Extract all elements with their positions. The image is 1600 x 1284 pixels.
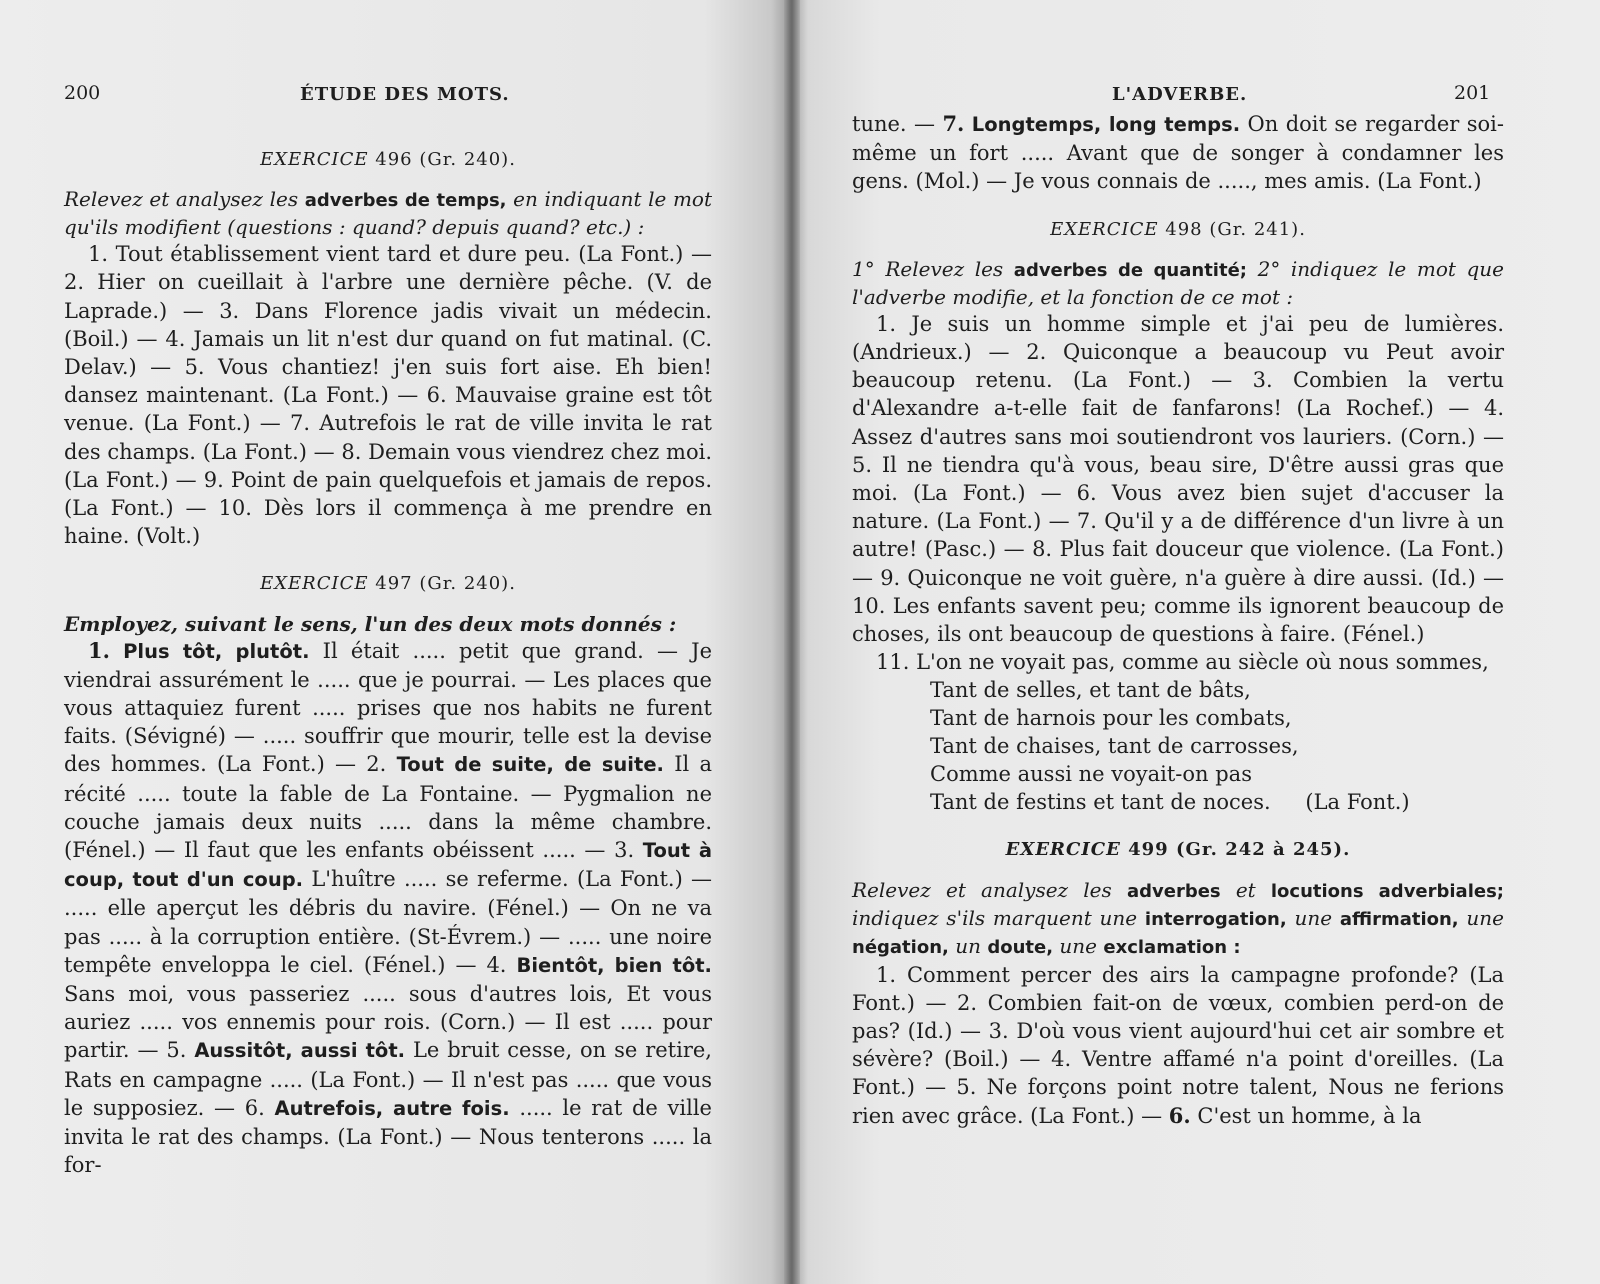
instr-keyword: adverbes de quantité; — [1013, 259, 1247, 281]
running-head: ÉTUDE DES MOTS. — [300, 84, 510, 105]
exercise-number: 498 — [1165, 218, 1203, 240]
instr-keyword: adverbes de temps, — [304, 190, 507, 212]
item-keyword: Tout à coup, tout d'un coup. — [64, 839, 712, 892]
instr-text: Relevez et analysez les — [64, 187, 299, 212]
verse-line: Tant de harnois pour les combats, — [930, 706, 1292, 731]
item-number: 2. — [366, 752, 387, 777]
exercise-instructions — [64, 186, 712, 240]
instr-keyword: doute, — [987, 936, 1054, 958]
item-number: 5. — [166, 1038, 187, 1063]
item-number: 6. — [1168, 1102, 1191, 1128]
exercise-label: EXERCICE — [260, 573, 369, 595]
instr-text: 1° Relevez les — [852, 256, 1004, 281]
instr-keyword: affirmation, — [1339, 908, 1459, 930]
instr-text: en indiquant le mot qu'ils modifient (questions : quand? depuis quand? etc.) : — [64, 187, 713, 240]
exercise-title — [852, 836, 1504, 864]
right-page-body — [852, 110, 1504, 1130]
instr-text: Relevez et analysez les — [852, 877, 1112, 902]
item-number: 7. — [942, 111, 965, 136]
verse-line: 11. L'on ne voyait pas, comme au siècle où nous sommes, — [876, 650, 1489, 675]
exercise-number: 497 — [375, 573, 413, 595]
exercise-label: EXERCICE — [1005, 839, 1121, 861]
exercise-ref: (Gr. 241). — [1209, 218, 1306, 240]
instr-text: 2° indiquez le mot que l'adverbe modifie, et la fonction de ce mot : — [852, 256, 1505, 309]
exercise-text: 1. Je suis un homme simple et j'ai peu de lumières. (Andrieux.) — 2. Quiconque a beaucoup vu Peut avoir beaucoup retenu. (La Font.) — 3. Combien la vertu d'Alexandre a-t-elle fait de fanfarons! (La Rochef.) — 4. Assez d'autres sans moi soutiendront vos lauriers. (Corn.) — 5. Il ne tiendra qu'à vous, beau sire, D'être aussi gras que moi. (La Font.) — 6. Vous avez bien sujet d'accuser la nature. (La Font.) — 7. Qu'il y a de différence d'un livre à un autre! (Pasc.) — 8. Plus fait douceur que violence. (La Font.) — 9. Quiconque ne voit guère, n'a guère à dire aussi. (Id.) — 10. Les enfants savent peu; comme ils ignorent beaucoup de choses, ils ont beaucoup de questions à faire. (Fénel.) — [852, 311, 1504, 647]
exercise-text: 1. Tout établissement vient tard et dure peu. (La Font.) — 2. Hier on cueillait à l'arbre une dernière pêche. (V. de Laprade.) — 3. Dans Florence jadis vivait un médecin. (Boil.) — 4. Jamais un lit n'est dur quand on fut matinal. (C. Delav.) — 5. Vous chantiez! j'en suis fort aise. Eh bien! dansez maintenant. (La Font.) — 6. Mauvaise graine est tôt venue. (La Font.) — 7. Autrefois le rat de ville invita le rat des champs. (La Font.) — 8. Demain vous viendrez chez moi. (La Font.) — 9. Point de pain quelquefois et jamais de repos. (La Font.) — 10. Dès lors il commença à me prendre en haine. (Volt.) — [64, 242, 712, 549]
exercise-text — [852, 961, 1504, 1130]
exercise-title — [64, 570, 712, 598]
item-text: Il était ..... petit que grand. — Je viendrai assurément le ..... que je pourrai. — Les places que vous attaquiez furent ..... prises que nos habits ne furent faits. (Sévigné) — ..... souffrir que mourir, telle est la devise des hommes. (La Font.) — — [64, 638, 712, 777]
exercise-text — [64, 637, 712, 1180]
verse-line: Tant de chaises, tant de carrosses, — [930, 734, 1299, 759]
instr-text: une — [1466, 905, 1505, 930]
item-text: tune. — — [852, 112, 936, 136]
exercise-number: 496 — [375, 149, 413, 170]
instr-text: une — [1294, 905, 1333, 930]
item-text: On doit se regarder soi-même un fort ..... Avant que de songer à condamner les gens. (Mol.) — Je vous connais de ....., mes amis. (La Font.) — [852, 112, 1504, 194]
item-number: 4. — [486, 952, 507, 977]
item-text: Sans moi, vous passeriez ..... sous d'autres lois, Et vous auriez ..... vos ennemis pour rois. (Corn.) — Il est ..... pour partir. — — [64, 982, 712, 1063]
left-page — [0, 0, 784, 1284]
instr-text: un — [955, 933, 981, 958]
item-text: C'est un homme, à la — [1197, 1103, 1422, 1128]
item-text: L'huître ..... se referme. (La Font.) — ..... elle aperçut les débris du navire. (Fénel.) — On ne va pas ..... à la corruption entière. (St-Évrem.) — ..... une noire tempête enveloppa le ciel. (Fénel.) — — [64, 867, 712, 977]
exercise-label: EXERCICE — [260, 149, 369, 170]
item-text: Il a récité ..... toute la fable de La Fontaine. — Pygmalion ne couche jamais deux nuits ..... dans la même chambre. (Fénel.) — Il faut que les enfants obéissent ..... — — [64, 752, 712, 863]
instr-text: et — [1235, 877, 1256, 902]
running-head: L'ADVERBE. — [1112, 84, 1248, 105]
page-number: 200 — [64, 82, 101, 104]
instr-text: une — [1059, 933, 1098, 958]
item-number: 1. — [88, 637, 110, 663]
instr-keyword: négation, — [852, 936, 949, 958]
instr-keyword: adverbes — [1126, 880, 1221, 902]
item-keyword: Autrefois, autre fois. — [274, 1096, 510, 1120]
continued-text — [852, 110, 1504, 196]
item-keyword: Longtemps, long temps. — [971, 113, 1241, 136]
item-keyword: Tout de suite, de suite. — [396, 753, 664, 777]
exercise-ref: (Gr. 242 à 245). — [1175, 839, 1351, 861]
exercise-instructions: Employez, suivant le sens, l'un des deux mots donnés : — [64, 611, 677, 636]
item-keyword: Aussitôt, aussi tôt. — [194, 1039, 406, 1063]
verse-text: Tant de festins et tant de noces. — [930, 790, 1271, 815]
page-number: 201 — [1454, 82, 1491, 104]
item-number: 6. — [244, 1095, 265, 1120]
verse-line — [852, 788, 1504, 816]
exercise-title — [852, 216, 1504, 244]
exercise-instructions — [852, 877, 1504, 961]
verse-line: Tant de selles, et tant de bâts, — [930, 678, 1251, 703]
item-text: 1. Comment percer des airs la campagne profonde? (La Font.) — 2. Combien fait-on de vœux, combien perd-on de pas? (Id.) — 3. D'où vous vient aujourd'hui cet air sombre et sévère? (Boil.) — 4. Ventre affamé n'a point d'oreilles. (La Font.) — 5. Ne forçons point notre talent, Nous ne ferions rien avec grâce. (La Font.) — — [852, 962, 1504, 1128]
item-keyword: Bientôt, bien tôt. — [516, 953, 712, 977]
instr-keyword: interrogation, — [1144, 908, 1287, 930]
right-page — [800, 0, 1600, 1284]
exercise-ref: (Gr. 240). — [419, 149, 516, 170]
exercise-number: 499 — [1128, 839, 1169, 861]
exercise-title — [64, 146, 712, 174]
verse-source: (La Font.) — [1305, 790, 1410, 815]
instr-keyword: exclamation : — [1103, 936, 1241, 958]
exercise-label: EXERCICE — [1050, 218, 1159, 240]
item-keyword: Plus tôt, plutôt. — [123, 639, 310, 663]
instr-text: indiquez s'ils marquent une — [852, 905, 1138, 930]
item-number: 3. — [614, 838, 635, 863]
item-text: Le bruit cesse, on se retire, Rats en campagne ..... (La Font.) — Il n'est pas ..... que vous le supposiez. — — [64, 1038, 712, 1120]
verse-line: Comme aussi ne voyait-on pas — [930, 762, 1252, 787]
item-text: ..... le rat de ville invita le rat des champs. (La Font.) — Nous tenterons ..... la for- — [64, 1095, 712, 1178]
exercise-ref: (Gr. 240). — [419, 573, 516, 595]
instr-keyword: locutions adverbiales; — [1270, 880, 1504, 902]
exercise-instructions — [852, 256, 1504, 310]
left-page-body — [64, 146, 712, 1180]
book-gutter — [784, 0, 800, 1284]
